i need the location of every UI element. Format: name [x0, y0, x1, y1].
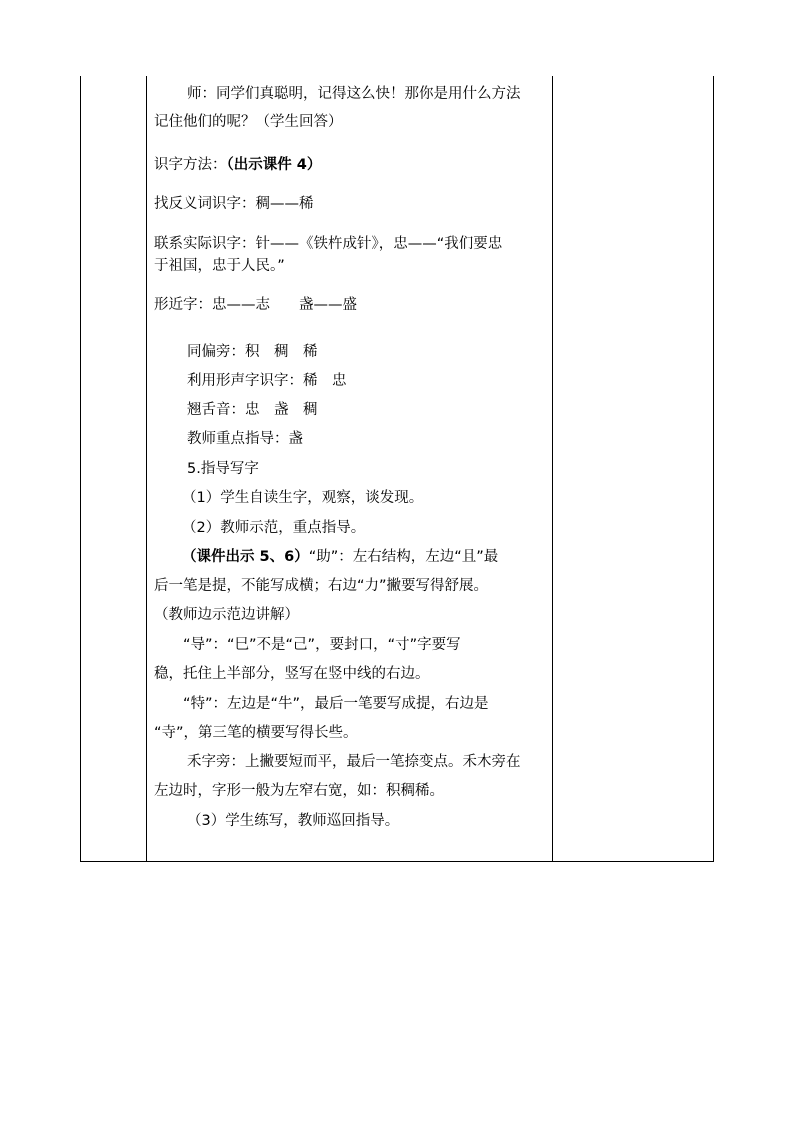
text-line: 左边时，字形一般为左窄右宽，如：积稠稀。	[154, 783, 444, 799]
text-line: 教师重点指导：盏	[187, 431, 303, 447]
table-border-bottom	[80, 861, 714, 862]
text-line: （3）学生练写，教师巡回指导。	[187, 813, 400, 829]
text-line: 师：同学们真聪明，记得这么快！那你是用什么方法	[187, 86, 521, 102]
text-line: “导”：“巳”不是“己”，要封口，“寸”字要写	[183, 637, 461, 653]
text-line: 同偏旁：积 稠 稀	[187, 344, 318, 360]
column-divider-2	[552, 76, 553, 862]
text-line: “寺”，第三笔的横要写得长些。	[154, 725, 358, 741]
text-line: 于祖国，忠于人民。”	[154, 258, 285, 274]
text-line: 形近字：忠——志 盏——盛	[154, 297, 357, 313]
text-line: 利用形声字识字：稀 忠	[187, 373, 347, 389]
text-line: 识字方法：（出示课件 4）	[154, 157, 322, 173]
text-line: （课件出示 5、6）“助”：左右结构，左边“且”最	[182, 549, 499, 565]
text-line: “特”：左边是“牛”，最后一笔要写成提，右边是	[183, 696, 489, 712]
column-divider-1	[146, 76, 147, 862]
text-line: 后一笔是提，不能写成横；右边“力”撇要写得舒展。	[154, 578, 489, 594]
table-border-right	[713, 76, 714, 862]
text-line: 稳，托住上半部分，竖写在竖中线的右边。	[154, 666, 430, 682]
text-line: 联系实际识字：针——《铁杵成针》，忠——“我们要忠	[154, 236, 503, 252]
text-line: （教师边示范边讲解）	[154, 607, 299, 623]
text-line: 记住他们的呢？（学生回答）	[154, 114, 343, 130]
text-line: 翘舌音：忠 盏 稠	[187, 402, 318, 418]
text-line: 禾字旁：上撇要短而平，最后一笔捺变点。禾木旁在	[187, 754, 521, 770]
text-line: （1）学生自读生字，观察，谈发现。	[182, 490, 424, 506]
text-line: 找反义词识字：稠——稀	[154, 196, 314, 212]
table-border-left	[80, 76, 81, 862]
text-line: 5.指导写字	[187, 461, 259, 477]
text-line: （2）教师示范，重点指导。	[182, 520, 366, 536]
